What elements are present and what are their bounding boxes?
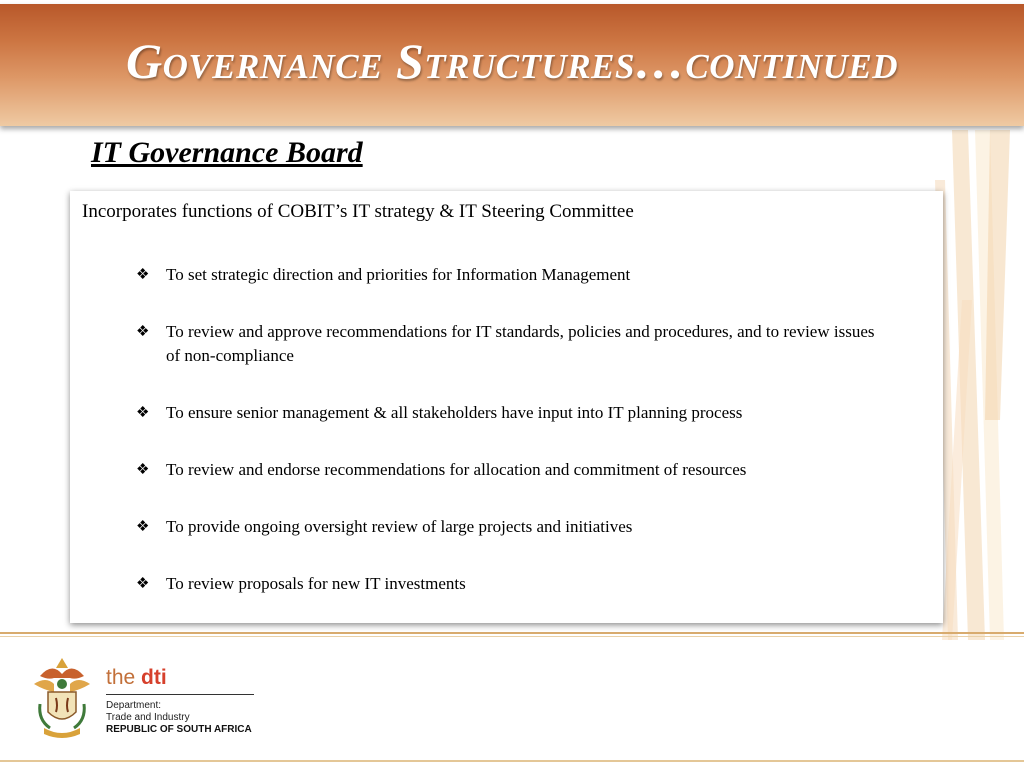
dept-line-3: REPUBLIC OF SOUTH AFRICA (106, 724, 252, 735)
bullet-item (136, 515, 876, 539)
dept-line-2: Trade and Industry (106, 712, 190, 723)
diamond-bullet-icon: ❖ (136, 576, 150, 592)
dti-logo (106, 666, 276, 736)
bullet-text: To review and approve recommendations for IT standards, policies and procedures, and to review issues of non-compliance (166, 322, 875, 365)
bullet-text: To review and endorse recommendations for allocation and commitment of resources (166, 460, 747, 479)
bullet-text: To review proposals for new IT investments (166, 574, 466, 593)
bullet-text: To set strategic direction and priorities for Information Management (166, 265, 631, 284)
slide-title: Governance Structures…continued (125, 33, 899, 89)
bullet-text: To provide ongoing oversight review of large projects and initiatives (166, 517, 633, 536)
intro-text: Incorporates functions of COBIT’s IT strategy & IT Steering Committee (82, 201, 634, 222)
diamond-bullet-icon: ❖ (136, 324, 150, 340)
bullet-item (136, 263, 876, 287)
diamond-bullet-icon: ❖ (136, 462, 150, 478)
diamond-bullet-icon: ❖ (136, 405, 150, 421)
footer-divider-thin (0, 636, 1024, 637)
brand-the: the (106, 666, 136, 689)
dept-line-1: Department: (106, 700, 162, 711)
bullet-item (136, 320, 876, 368)
title-bar (0, 4, 1024, 126)
footer-divider (0, 632, 1024, 634)
content-box (70, 191, 943, 623)
bullet-item (136, 401, 876, 425)
coat-of-arms-icon (30, 654, 94, 740)
diamond-bullet-icon: ❖ (136, 519, 150, 535)
brand-name (106, 666, 276, 690)
brand-rule (106, 694, 254, 695)
diamond-bullet-icon: ❖ (136, 267, 150, 283)
slide-subtitle: IT Governance Board (91, 136, 363, 169)
bullet-text: To ensure senior management & all stakeholders have input into IT planning process (166, 403, 743, 422)
bullet-item (136, 572, 876, 596)
bullet-item (136, 458, 876, 482)
footer-bottom-rule (0, 760, 1024, 762)
brand-dti: dti (141, 666, 167, 689)
